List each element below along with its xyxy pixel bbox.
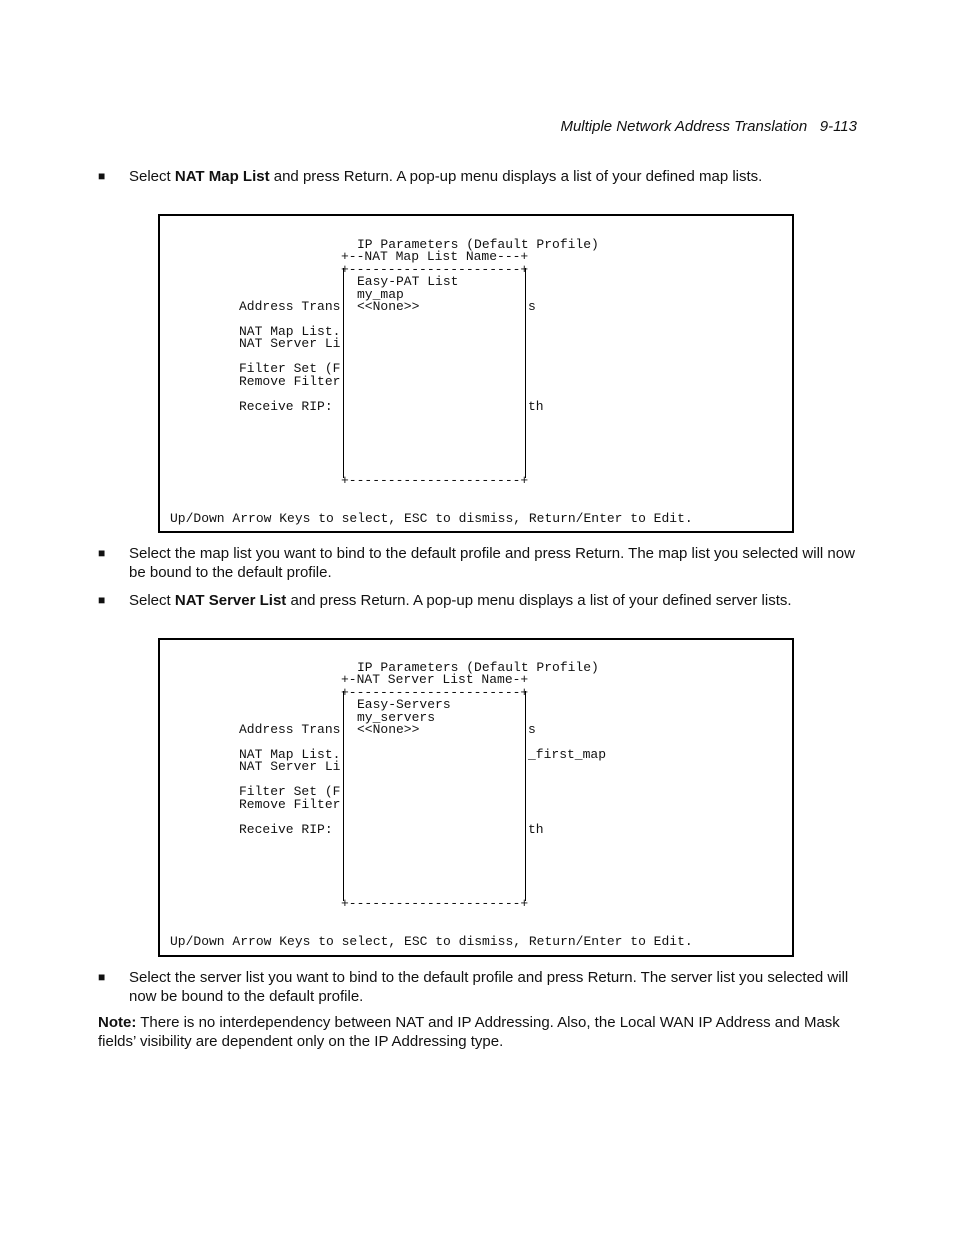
popup-item[interactable]: <<None>> — [357, 299, 420, 314]
screen-footer-help: Up/Down Arrow Keys to select, ESC to dismiss, Return/Enter to Edit. — [170, 511, 693, 526]
field-label: Address Trans — [239, 722, 341, 737]
popup-item[interactable]: my_servers — [357, 710, 436, 725]
screen-title: IP Parameters (Default Profile) — [357, 660, 599, 675]
popup-left-border — [343, 268, 344, 478]
field-label: NAT Map List. — [239, 324, 341, 339]
nat-server-list-term: NAT Server List — [174, 592, 287, 609]
popup-right-border — [525, 268, 526, 478]
terminal-screen-server-list — [158, 638, 794, 957]
bullet-1: ■ — [98, 169, 106, 183]
popup-separator: +----------------------+ — [341, 685, 529, 700]
bullet-3: ■ — [98, 593, 106, 607]
popup-separator: +----------------------+ — [341, 262, 529, 277]
popup-right-border — [525, 691, 526, 901]
field-label: Remove Filter — [239, 797, 341, 812]
screen-title: IP Parameters (Default Profile) — [357, 237, 599, 252]
popup-header: +-NAT Server List Name-+ — [341, 672, 529, 687]
field-label: NAT Server Li — [239, 336, 341, 351]
popup-footer-border: +----------------------+ — [341, 473, 529, 488]
field-label: Filter Set (F — [239, 361, 341, 376]
terminal-screen-map-list — [158, 214, 794, 533]
note-paragraph — [98, 1013, 858, 1051]
field-value-fragment: th — [528, 822, 544, 837]
popup-item[interactable]: <<None>> — [357, 722, 420, 737]
popup-item[interactable]: Easy-Servers — [357, 697, 451, 712]
screen-footer-help: Up/Down Arrow Keys to select, ESC to dismiss, Return/Enter to Edit. — [170, 934, 693, 949]
step-3-text: Select NAT Server List and press Return. A pop-up menu displays a list of your defined server lists. — [129, 592, 792, 609]
field-value-fragment: s — [528, 722, 536, 737]
popup-header: +--NAT Map List Name---+ — [341, 249, 529, 264]
popup-footer-border: +----------------------+ — [341, 896, 529, 911]
bullet-4: ■ — [98, 970, 106, 984]
field-label: NAT Server Li — [239, 759, 341, 774]
field-label: Receive RIP: — [239, 399, 333, 414]
step-1-text: Select NAT Map List and press Return. A pop-up menu displays a list of your defined map lists. — [129, 168, 763, 185]
bullet-2: ■ — [98, 546, 106, 560]
header-title: Multiple Network Address Translation — [560, 118, 808, 135]
field-value-fragment: s — [528, 299, 536, 314]
step-2-text: Select the map list you want to bind to the default profile and press Return. The map list you selected will now be bound to the default profile. — [129, 545, 855, 581]
step-4-text: Select the server list you want to bind to the default profile and press Return. The server list you selected will now be bound to the default profile. — [129, 969, 849, 1005]
popup-item[interactable]: Easy-PAT List — [357, 274, 459, 289]
field-label: NAT Map List. — [239, 747, 341, 762]
field-value-fragment: th — [528, 399, 544, 414]
popup-item[interactable]: my_map — [357, 287, 404, 302]
field-label: Filter Set (F — [239, 784, 341, 799]
field-label: Remove Filter — [239, 374, 341, 389]
running-header — [0, 118, 857, 135]
page-number: 9-113 — [819, 118, 857, 135]
field-label: Address Trans — [239, 299, 341, 314]
nat-map-list-term: NAT Map List — [174, 168, 270, 185]
note-label: Note: — [98, 1014, 137, 1031]
note-text: There is no interdependency between NAT and IP Addressing. Also, the Local WAN IP Address and Mask fields’ visibility are dependent only on the IP Addressing type. — [98, 1014, 840, 1050]
field-label: Receive RIP: — [239, 822, 333, 837]
popup-left-border — [343, 691, 344, 901]
field-value-fragment: _first_map — [528, 747, 607, 762]
